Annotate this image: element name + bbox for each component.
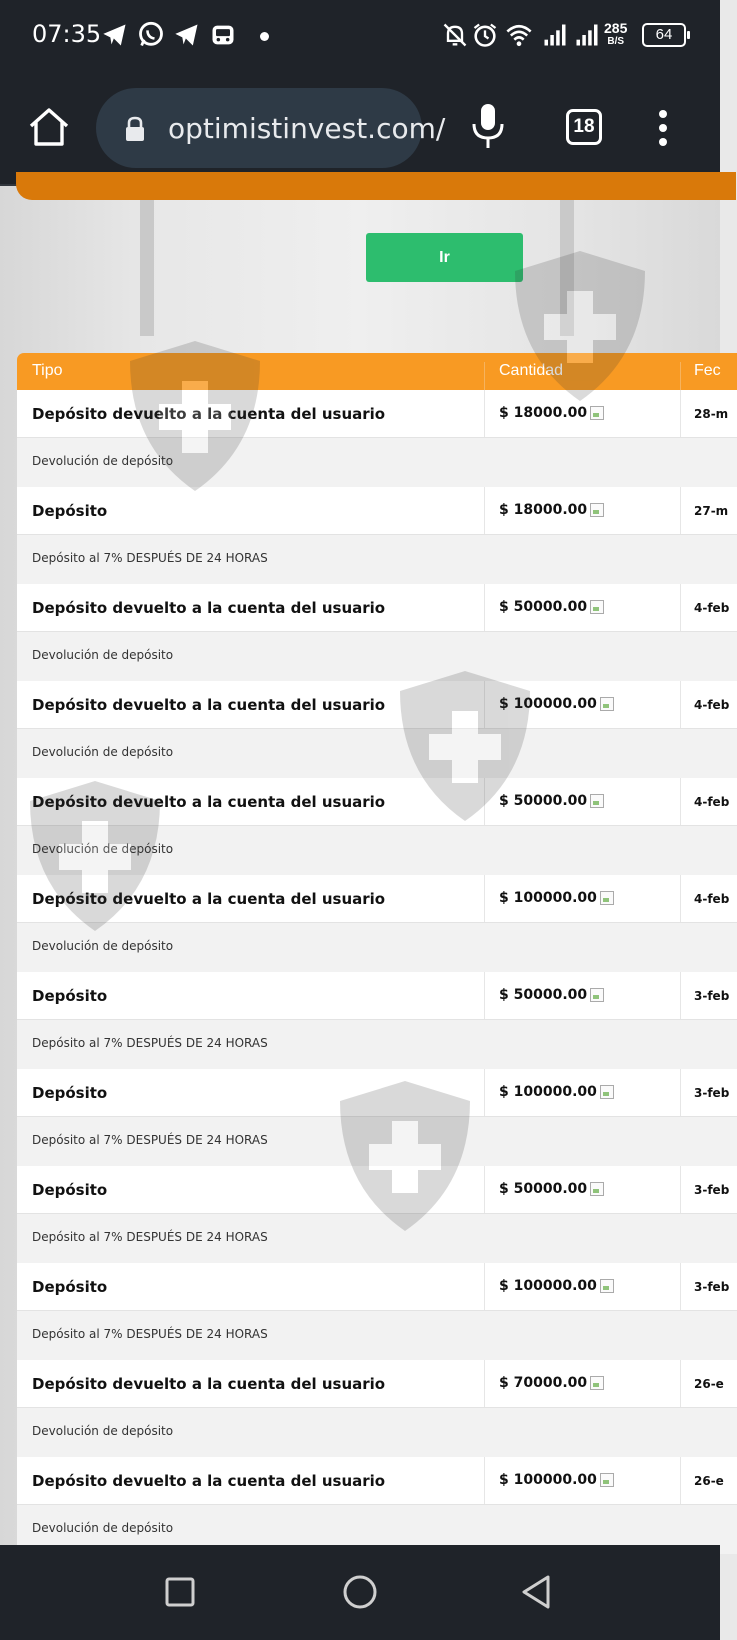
column-divider xyxy=(484,1069,485,1116)
browser-toolbar xyxy=(0,72,720,186)
row-type: Depósito devuelto a la cuenta del usuario xyxy=(32,405,386,423)
table-row[interactable] xyxy=(17,1457,737,1505)
status-bar xyxy=(0,0,720,72)
row-description: Devolución de depósito xyxy=(32,648,174,662)
row-amount xyxy=(499,405,604,421)
net-speed xyxy=(604,22,627,48)
row-amount xyxy=(499,987,604,1003)
row-amount-value: $ 100000.00 xyxy=(499,1084,597,1100)
row-date: 4-feb xyxy=(694,795,730,809)
table-row[interactable] xyxy=(17,584,737,632)
column-divider xyxy=(484,1263,485,1310)
row-date: 26-e xyxy=(694,1377,724,1391)
row-amount xyxy=(499,1472,614,1488)
notification-dot xyxy=(260,32,269,41)
table-row[interactable] xyxy=(17,681,737,729)
column-divider xyxy=(680,1360,681,1407)
transactions-table xyxy=(17,353,737,1554)
row-amount xyxy=(499,599,604,615)
row-date: 3-feb xyxy=(694,1086,730,1100)
column-divider xyxy=(680,584,681,631)
lock-icon xyxy=(124,116,146,142)
column-divider xyxy=(484,972,485,1019)
row-type: Depósito devuelto a la cuenta del usuario xyxy=(32,599,386,617)
row-amount-value: $ 100000.00 xyxy=(499,696,597,712)
row-type: Depósito devuelto a la cuenta del usuario xyxy=(32,890,386,908)
row-amount-value: $ 50000.00 xyxy=(499,599,588,615)
table-row[interactable] xyxy=(17,1360,737,1408)
wifi-icon xyxy=(504,20,534,50)
column-divider xyxy=(680,778,681,825)
header-cantidad[interactable]: Cantidad xyxy=(499,362,564,379)
row-amount xyxy=(499,1084,614,1100)
table-row[interactable] xyxy=(17,390,737,438)
table-row-description xyxy=(17,438,737,487)
row-date: 3-feb xyxy=(694,989,730,1003)
column-divider xyxy=(680,1166,681,1213)
column-divider xyxy=(680,487,681,534)
row-amount xyxy=(499,1278,614,1294)
net-speed-unit: B/S xyxy=(607,36,625,47)
column-divider xyxy=(484,1166,485,1213)
recents-square-icon[interactable] xyxy=(155,1567,205,1617)
column-divider xyxy=(680,390,681,437)
broken-image-icon xyxy=(600,697,614,711)
row-description: Devolución de depósito xyxy=(32,842,174,856)
table-row-description xyxy=(17,923,737,972)
table-row-description xyxy=(17,1214,737,1263)
broken-image-icon xyxy=(590,1182,604,1196)
background-decoration xyxy=(140,186,154,336)
table-row[interactable] xyxy=(17,1166,737,1214)
column-divider xyxy=(680,1263,681,1310)
net-speed-value: 285 xyxy=(604,20,628,36)
row-description: Depósito al 7% DESPUÉS DE 24 HORAS xyxy=(32,1327,268,1341)
broken-image-icon xyxy=(590,988,604,1002)
column-divider xyxy=(484,584,485,631)
table-row[interactable] xyxy=(17,487,737,535)
column-divider xyxy=(680,1457,681,1504)
row-amount xyxy=(499,1375,604,1391)
column-divider xyxy=(484,487,485,534)
status-time: 07:35 xyxy=(32,20,102,48)
row-date: 3-feb xyxy=(694,1183,730,1197)
muted-bell-icon xyxy=(440,20,470,50)
home-icon[interactable] xyxy=(26,104,72,150)
row-description: Depósito al 7% DESPUÉS DE 24 HORAS xyxy=(32,551,268,565)
row-date: 3-feb xyxy=(694,1280,730,1294)
address-bar[interactable] xyxy=(96,88,446,168)
home-circle-icon[interactable] xyxy=(335,1567,385,1617)
tab-switcher-button[interactable]: 18 xyxy=(566,109,602,145)
column-divider xyxy=(680,972,681,1019)
row-description: Devolución de depósito xyxy=(32,1521,174,1535)
row-amount xyxy=(499,502,604,518)
row-amount-value: $ 100000.00 xyxy=(499,890,597,906)
header-tipo[interactable]: Tipo xyxy=(32,362,63,379)
row-description: Devolución de depósito xyxy=(32,939,174,953)
row-type: Depósito devuelto a la cuenta del usuario xyxy=(32,696,386,714)
telegram-icon xyxy=(100,20,130,50)
broken-image-icon xyxy=(590,794,604,808)
row-amount-value: $ 18000.00 xyxy=(499,405,588,421)
row-date: 4-feb xyxy=(694,601,730,615)
table-row[interactable] xyxy=(17,875,737,923)
row-type: Depósito devuelto a la cuenta del usuario xyxy=(32,1375,386,1393)
table-row[interactable] xyxy=(17,1069,737,1117)
column-divider xyxy=(484,681,485,728)
table-body xyxy=(17,390,737,1554)
broken-image-icon xyxy=(590,503,604,517)
column-divider xyxy=(680,681,681,728)
row-amount-value: $ 50000.00 xyxy=(499,1181,588,1197)
row-date: 28-m xyxy=(694,407,729,421)
signal-icon xyxy=(572,20,602,50)
row-description: Depósito al 7% DESPUÉS DE 24 HORAS xyxy=(32,1230,268,1244)
broken-image-icon xyxy=(600,1279,614,1293)
row-date: 27-m xyxy=(694,504,729,518)
table-row-description xyxy=(17,1311,737,1360)
row-description: Devolución de depósito xyxy=(32,1424,174,1438)
whatsapp-icon xyxy=(136,20,166,50)
row-amount-value: $ 50000.00 xyxy=(499,793,588,809)
row-description: Depósito al 7% DESPUÉS DE 24 HORAS xyxy=(32,1036,268,1050)
row-description: Devolución de depósito xyxy=(32,745,174,759)
table-row[interactable] xyxy=(17,778,737,826)
row-type: Depósito devuelto a la cuenta del usuario xyxy=(32,1472,386,1490)
broken-image-icon xyxy=(590,600,604,614)
broken-image-icon xyxy=(590,1376,604,1390)
row-amount xyxy=(499,696,614,712)
row-amount-value: $ 50000.00 xyxy=(499,987,588,1003)
row-type: Depósito xyxy=(32,1278,108,1296)
row-amount-value: $ 100000.00 xyxy=(499,1278,597,1294)
signal-icon xyxy=(540,20,570,50)
row-amount-value: $ 70000.00 xyxy=(499,1375,588,1391)
broken-image-icon xyxy=(600,891,614,905)
column-divider xyxy=(484,875,485,922)
go-button[interactable]: Ir xyxy=(366,233,523,282)
header-fecha[interactable]: Fec xyxy=(694,362,721,379)
row-amount xyxy=(499,1181,604,1197)
column-divider xyxy=(484,778,485,825)
url-text: optimistinvest.com/ xyxy=(168,112,446,145)
background-decoration xyxy=(560,186,574,336)
row-description: Depósito al 7% DESPUÉS DE 24 HORAS xyxy=(32,1133,268,1147)
table-row-description xyxy=(17,826,737,875)
row-amount xyxy=(499,793,604,809)
table-row-description xyxy=(17,1117,737,1166)
column-divider xyxy=(484,1360,485,1407)
column-divider xyxy=(484,390,485,437)
row-type: Depósito xyxy=(32,502,108,520)
row-type: Depósito xyxy=(32,987,108,1005)
table-row-description xyxy=(17,1408,737,1457)
back-triangle-icon[interactable] xyxy=(512,1567,562,1617)
row-type: Depósito devuelto a la cuenta del usuario xyxy=(32,793,386,811)
table-header xyxy=(17,353,737,390)
more-menu-icon[interactable] xyxy=(648,106,678,150)
row-description: Devolución de depósito xyxy=(32,454,174,468)
battery-indicator: 64 xyxy=(642,23,686,47)
column-divider xyxy=(680,875,681,922)
table-row-description xyxy=(17,1020,737,1069)
alarm-icon xyxy=(470,20,500,50)
table-row-description xyxy=(17,632,737,681)
table-row-description xyxy=(17,729,737,778)
column-divider xyxy=(680,1069,681,1116)
table-row[interactable] xyxy=(17,972,737,1020)
row-date: 4-feb xyxy=(694,698,730,712)
broken-image-icon xyxy=(590,406,604,420)
game-controller-icon xyxy=(208,20,238,50)
row-type: Depósito xyxy=(32,1181,108,1199)
system-nav-bar xyxy=(0,1545,720,1640)
row-amount-value: $ 100000.00 xyxy=(499,1472,597,1488)
web-page-content xyxy=(0,186,730,1545)
column-divider xyxy=(484,1457,485,1504)
row-amount-value: $ 18000.00 xyxy=(499,502,588,518)
broken-image-icon xyxy=(600,1085,614,1099)
microphone-icon[interactable] xyxy=(468,102,508,152)
row-amount xyxy=(499,890,614,906)
row-type: Depósito xyxy=(32,1084,108,1102)
table-row[interactable] xyxy=(17,1263,737,1311)
broken-image-icon xyxy=(600,1473,614,1487)
table-row-description xyxy=(17,535,737,584)
row-date: 26-e xyxy=(694,1474,724,1488)
row-date: 4-feb xyxy=(694,892,730,906)
telegram-icon xyxy=(172,20,202,50)
top-orange-strip xyxy=(16,172,736,200)
